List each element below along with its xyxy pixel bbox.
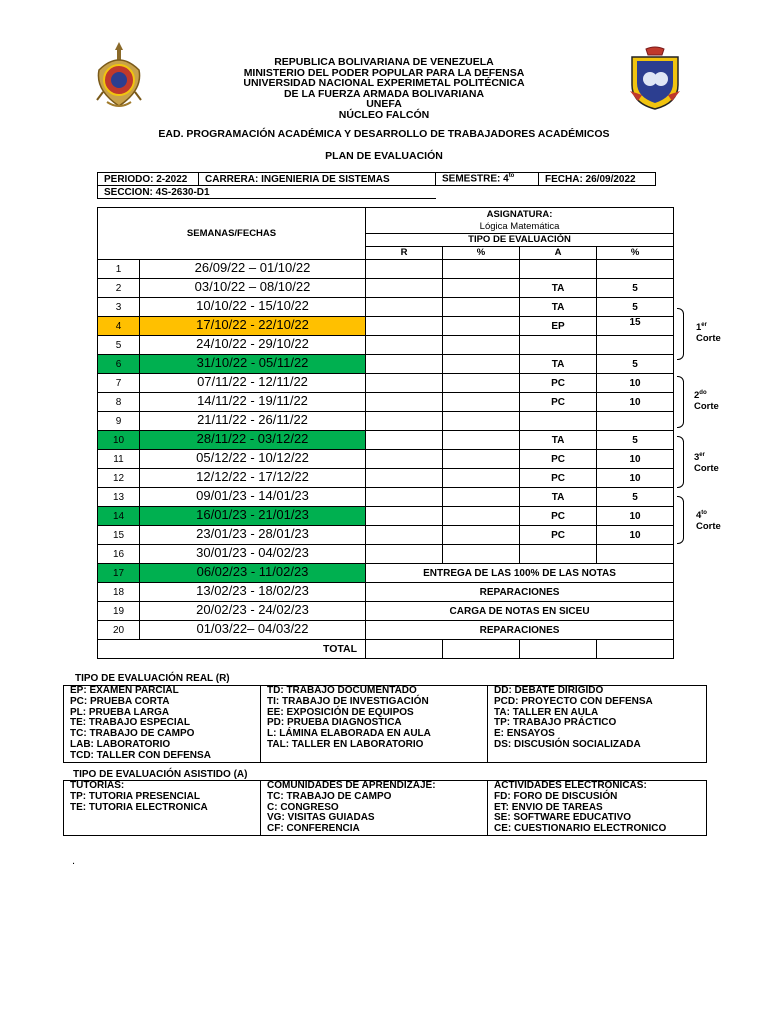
legend-item: LAB: LABORATORIO xyxy=(70,738,171,750)
r-pct-cell xyxy=(443,545,520,564)
legend-item: TP: TUTORIA PRESENCIAL xyxy=(70,790,201,802)
table-row xyxy=(98,583,674,602)
legend-item: PL: PRUEBA LARGA xyxy=(70,706,170,718)
legend-item: EP: EXAMEN PARCIAL xyxy=(70,685,179,696)
corte-label xyxy=(694,388,719,412)
week-dates: 13/02/23 - 18/02/23 xyxy=(140,583,366,602)
r-cell xyxy=(366,317,443,336)
r-cell xyxy=(366,469,443,488)
table-row xyxy=(98,279,674,298)
total-row xyxy=(98,640,674,659)
carrera-cell: CARRERA: INGENIERIA DE SISTEMAS xyxy=(199,173,436,186)
r-pct-cell xyxy=(443,469,520,488)
a-pct-cell: 5 xyxy=(597,298,674,317)
col-a-header: A xyxy=(520,247,597,260)
legend-item: COMUNIDADES DE APRENDIZAJE: xyxy=(267,780,436,791)
legend-item: SE: SOFTWARE EDUCATIVO xyxy=(494,812,632,824)
legend-item: CF: CONFERENCIA xyxy=(267,823,360,835)
r-pct-cell xyxy=(443,260,520,279)
table-row xyxy=(98,621,674,640)
week-number: 12 xyxy=(98,469,140,488)
asignatura-header xyxy=(366,208,674,234)
week-dates: 23/01/23 - 28/01/23 xyxy=(140,526,366,545)
a-cell xyxy=(520,260,597,279)
week-number: 17 xyxy=(98,564,140,583)
week-number: 14 xyxy=(98,507,140,526)
tipo-evaluacion-header: TIPO DE EVALUACIÓN xyxy=(366,234,674,247)
legend-item: EE: EXPOSICIÓN DE EQUIPOS xyxy=(267,706,414,718)
a-cell: TA xyxy=(520,488,597,507)
week-dates: 17/10/22 - 22/10/22 xyxy=(140,317,366,336)
week-dates: 12/12/22 - 17/12/22 xyxy=(140,469,366,488)
week-number: 11 xyxy=(98,450,140,469)
week-dates: 10/10/22 - 15/10/22 xyxy=(140,298,366,317)
a-pct-cell: 15 xyxy=(597,317,674,336)
r-pct-cell xyxy=(443,336,520,355)
week-number: 7 xyxy=(98,374,140,393)
corte-number: 2 xyxy=(694,390,700,402)
r-cell xyxy=(366,355,443,374)
week-dates: 14/11/22 - 19/11/22 xyxy=(140,393,366,412)
legend-item: DD: DEBATE DIRIGIDO xyxy=(494,685,604,696)
week-number: 10 xyxy=(98,431,140,450)
a-cell xyxy=(520,545,597,564)
r-cell xyxy=(366,526,443,545)
legend-item: TC: TRABAJO DE CAMPO xyxy=(70,728,195,740)
week-dates: 30/01/23 - 04/02/23 xyxy=(140,545,366,564)
corte-text: Corte xyxy=(694,401,719,413)
r-cell xyxy=(366,260,443,279)
week-dates: 06/02/23 - 11/02/23 xyxy=(140,564,366,583)
table-row xyxy=(98,260,674,279)
corte-suffix: er xyxy=(701,322,707,328)
a-pct-cell xyxy=(597,336,674,355)
a-cell: PC xyxy=(520,374,597,393)
week-number: 6 xyxy=(98,355,140,374)
table-row xyxy=(98,526,674,545)
week-number: 19 xyxy=(98,602,140,621)
evaluation-plan-table xyxy=(97,207,674,659)
corte-brace xyxy=(677,496,684,544)
r-pct-cell xyxy=(443,393,520,412)
week-dates: 05/12/22 - 10/12/22 xyxy=(140,450,366,469)
week-dates: 09/01/23 - 14/01/23 xyxy=(140,488,366,507)
plan-title: PLAN DE EVALUACIÓN xyxy=(325,150,443,162)
legend-item: PCD: PROYECTO CON DEFENSA xyxy=(494,695,653,707)
asignatura-label: ASIGNATURA: xyxy=(486,209,553,220)
week-dates: 21/11/22 - 26/11/22 xyxy=(140,412,366,431)
department-title: EAD. PROGRAMACIÓN ACADÉMICA Y DESARROLLO DE TRABAJADORES ACADÉMICOS xyxy=(158,128,610,140)
a-cell: TA xyxy=(520,298,597,317)
week-dates: 07/11/22 - 12/11/22 xyxy=(140,374,366,393)
a-cell: EP xyxy=(520,317,597,336)
r-cell xyxy=(366,431,443,450)
corte-number: 3 xyxy=(694,452,700,464)
legend-asistido-table xyxy=(63,780,707,836)
week-dates: 24/10/22 - 29/10/22 xyxy=(140,336,366,355)
course-info-table xyxy=(97,172,656,199)
r-cell xyxy=(366,298,443,317)
legend-real-col3 xyxy=(488,686,707,763)
legend-item: TE: TRABAJO ESPECIAL xyxy=(70,717,191,729)
legend-item: PD: PRUEBA DIAGNOSTICA xyxy=(267,717,402,729)
r-pct-cell xyxy=(443,279,520,298)
week-number: 20 xyxy=(98,621,140,640)
header-line: REPUBLICA BOLIVARIANA DE VENEZUELA xyxy=(274,56,494,68)
r-cell xyxy=(366,412,443,431)
header-line: MINISTERIO DEL PODER POPULAR PARA LA DEFENSA xyxy=(243,66,525,79)
table-row xyxy=(98,564,674,583)
legend-item: TC: TRABAJO DE CAMPO xyxy=(267,790,392,802)
a-pct-cell xyxy=(597,412,674,431)
week-dates: 20/02/23 - 24/02/23 xyxy=(140,602,366,621)
week-dates: 28/11/22 - 03/12/22 xyxy=(140,431,366,450)
col-r-header: R xyxy=(366,247,443,260)
a-cell: PC xyxy=(520,469,597,488)
week-number: 3 xyxy=(98,298,140,317)
week-number: 1 xyxy=(98,260,140,279)
legend-item: ET: ENVIO DE TAREAS xyxy=(494,801,603,813)
legend-item: TA: TALLER EN AULA xyxy=(494,706,599,718)
seccion-empty xyxy=(436,186,656,199)
week-dates: 01/03/22– 04/03/22 xyxy=(140,621,366,640)
corte-label xyxy=(694,450,719,474)
week-number: 18 xyxy=(98,583,140,602)
a-cell: PC xyxy=(520,393,597,412)
corte-text: Corte xyxy=(694,463,719,475)
header-line: NÚCLEO FALCÓN xyxy=(338,108,430,121)
r-cell xyxy=(366,393,443,412)
a-cell: PC xyxy=(520,450,597,469)
legend-item: CE: CUESTIONARIO ELECTRONICO xyxy=(494,823,667,835)
a-cell: TA xyxy=(520,279,597,298)
legend-item: VG: VISITAS GUIADAS xyxy=(267,812,375,824)
a-pct-cell: 5 xyxy=(597,279,674,298)
corte-suffix: do xyxy=(699,390,707,396)
total-a-pct xyxy=(597,640,674,659)
a-pct-cell: 5 xyxy=(597,488,674,507)
r-cell xyxy=(366,507,443,526)
corte-brace xyxy=(677,376,684,428)
a-pct-cell: 10 xyxy=(597,469,674,488)
r-cell xyxy=(366,279,443,298)
table-row xyxy=(98,450,674,469)
semanas-header-text: SEMANAS/FECHAS xyxy=(186,227,277,239)
a-pct-cell: 5 xyxy=(597,355,674,374)
total-label: TOTAL xyxy=(322,643,358,655)
a-cell: PC xyxy=(520,526,597,545)
institution-header xyxy=(0,57,768,121)
r-pct-cell xyxy=(443,450,520,469)
legend-item: L: LÁMINA ELABORADA EN AULA xyxy=(267,728,431,740)
legend-item: TD: TRABAJO DOCUMENTADO xyxy=(267,685,417,696)
legend-item: ACTIVIDADES ELECTRONICAS: xyxy=(494,780,647,791)
legend-real-table xyxy=(63,685,707,763)
corte-number: 4 xyxy=(696,510,702,522)
a-cell: PC xyxy=(520,507,597,526)
r-pct-cell xyxy=(443,431,520,450)
legend-real-title: TIPO DE EVALUACIÓN REAL (R) xyxy=(75,673,230,684)
a-pct-cell: 10 xyxy=(597,393,674,412)
week-number: 15 xyxy=(98,526,140,545)
legend-real-col2 xyxy=(261,686,488,763)
table-row xyxy=(98,488,674,507)
legend-item: PC: PRUEBA CORTA xyxy=(70,695,170,707)
semestre-cell xyxy=(436,173,539,186)
r-pct-cell xyxy=(443,412,520,431)
a-pct-cell: 10 xyxy=(597,450,674,469)
r-cell xyxy=(366,450,443,469)
r-cell xyxy=(366,336,443,355)
table-row xyxy=(98,336,674,355)
r-pct-cell xyxy=(443,526,520,545)
r-cell xyxy=(366,545,443,564)
legend-item: TE: TUTORIA ELECTRONICA xyxy=(70,801,208,813)
a-pct-cell xyxy=(597,545,674,564)
col-pct-r-header: % xyxy=(443,247,520,260)
legend-asistido-col2 xyxy=(261,781,488,836)
week-dates: 16/01/23 - 21/01/23 xyxy=(140,507,366,526)
total-r xyxy=(366,640,443,659)
a-cell xyxy=(520,412,597,431)
activity-note: CARGA DE NOTAS EN SICEU xyxy=(366,602,674,621)
a-pct-cell: 5 xyxy=(597,431,674,450)
week-number: 9 xyxy=(98,412,140,431)
r-pct-cell xyxy=(443,355,520,374)
corte-brace xyxy=(677,308,684,360)
header-line: UNIVERSIDAD NACIONAL EXPERIMETAL POLITÉCNICA xyxy=(243,77,525,90)
corte-label xyxy=(696,508,721,532)
r-pct-cell xyxy=(443,298,520,317)
legend-asistido-col1 xyxy=(64,781,261,836)
a-pct-cell: 10 xyxy=(597,507,674,526)
week-number: 4 xyxy=(98,317,140,336)
r-pct-cell xyxy=(443,374,520,393)
corte-number: 1 xyxy=(696,322,702,334)
activity-note: ENTREGA DE LAS 100% DE LAS NOTAS xyxy=(366,564,674,583)
week-number: 2 xyxy=(98,279,140,298)
legend-item: TP: TRABAJO PRÁCTICO xyxy=(494,717,617,729)
asignatura-name: Lógica Matemática xyxy=(479,221,560,232)
table-row xyxy=(98,393,674,412)
table-row xyxy=(98,355,674,374)
week-number: 16 xyxy=(98,545,140,564)
legend-asistido-title: TIPO DE EVALUACIÓN ASISTIDO (A) xyxy=(73,769,248,780)
legend-item: E: ENSAYOS xyxy=(494,728,555,740)
corte-suffix: to xyxy=(701,510,707,516)
corte-text: Corte xyxy=(696,521,721,533)
footer-mark: . xyxy=(72,855,76,867)
corte-label xyxy=(696,320,721,344)
table-row xyxy=(98,317,674,336)
header-line: UNEFA xyxy=(366,98,402,111)
r-pct-cell xyxy=(443,507,520,526)
week-number: 13 xyxy=(98,488,140,507)
table-row xyxy=(98,602,674,621)
legend-item: TUTORIAS: xyxy=(70,780,125,791)
table-row xyxy=(98,545,674,564)
a-pct-cell: 10 xyxy=(597,526,674,545)
semestre-text: SEMESTRE: 4 xyxy=(442,173,509,185)
a-pct-cell: 10 xyxy=(597,374,674,393)
table-row xyxy=(98,469,674,488)
table-row xyxy=(98,431,674,450)
seccion-cell xyxy=(98,186,436,199)
legend-item: C: CONGRESO xyxy=(267,801,339,813)
week-number: 8 xyxy=(98,393,140,412)
table-row xyxy=(98,507,674,526)
r-pct-cell xyxy=(443,317,520,336)
a-pct-cell xyxy=(597,260,674,279)
periodo-cell: PERIODO: 2-2022 xyxy=(98,173,199,186)
a-cell xyxy=(520,336,597,355)
activity-note: REPARACIONES xyxy=(366,621,674,640)
semestre-suffix: to xyxy=(508,173,515,180)
legend-asistido-col3 xyxy=(488,781,707,836)
a-cell: TA xyxy=(520,355,597,374)
legend-item: TI: TRABAJO DE INVESTIGACIÓN xyxy=(267,695,429,707)
corte-text: Corte xyxy=(696,333,721,345)
legend-item: TAL: TALLER EN LABORATORIO xyxy=(267,738,424,750)
corte-brace xyxy=(677,436,684,488)
r-pct-cell xyxy=(443,488,520,507)
fecha-cell: FECHA: 26/09/2022 xyxy=(539,173,656,186)
header-line: DE LA FUERZA ARMADA BOLIVARIANA xyxy=(283,87,485,100)
week-dates: 31/10/22 - 05/11/22 xyxy=(140,355,366,374)
total-a xyxy=(520,640,597,659)
activity-note: REPARACIONES xyxy=(366,583,674,602)
legend-item: TCD: TALLER CON DEFENSA xyxy=(70,749,211,761)
legend-item: DS: DISCUSIÓN SOCIALIZADA xyxy=(494,738,641,750)
week-dates: 26/09/22 – 01/10/22 xyxy=(140,260,366,279)
total-r-pct xyxy=(443,640,520,659)
table-row xyxy=(98,298,674,317)
col-pct-a-header: % xyxy=(597,247,674,260)
legend-item: FD: FORO DE DISCUSIÓN xyxy=(494,790,618,802)
semanas-header xyxy=(98,208,366,260)
corte-suffix: er xyxy=(699,452,705,458)
r-cell xyxy=(366,488,443,507)
r-cell xyxy=(366,374,443,393)
total-label-cell xyxy=(98,640,366,659)
week-dates: 03/10/22 – 08/10/22 xyxy=(140,279,366,298)
table-row xyxy=(98,412,674,431)
a-cell: TA xyxy=(520,431,597,450)
legend-real-col1 xyxy=(64,686,261,763)
week-number: 5 xyxy=(98,336,140,355)
table-row xyxy=(98,374,674,393)
seccion-text: SECCION: 4S-2630-D1 xyxy=(104,186,210,198)
